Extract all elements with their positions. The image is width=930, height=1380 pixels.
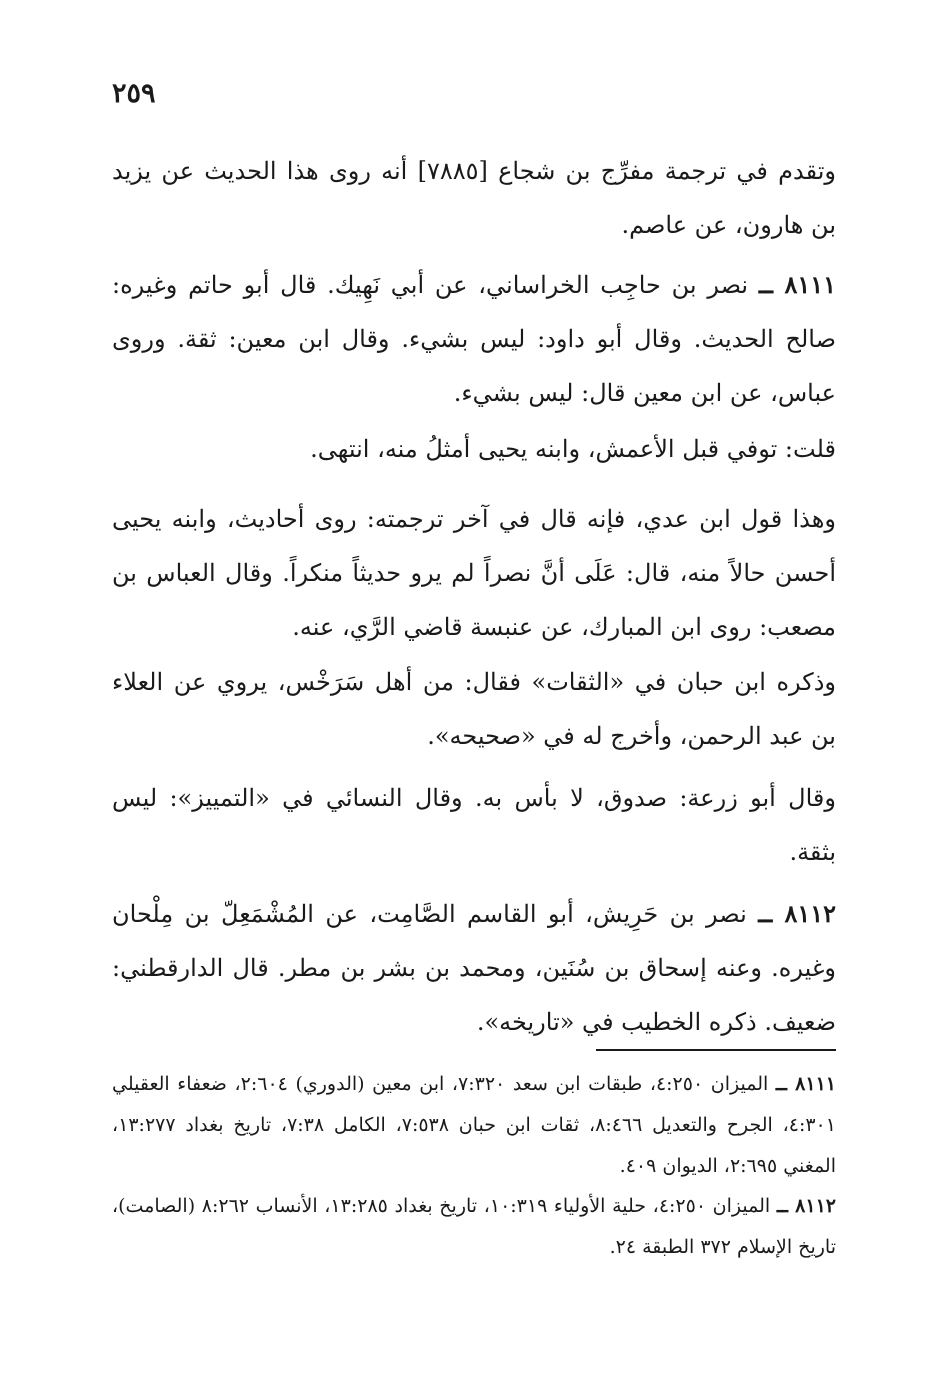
paragraph-text: قلت: توفي قبل الأعمش، وابنه يحيى أمثلُ منه، انتهى. [310,435,836,463]
paragraph-text: نصر بن حاجِب الخراساني، عن أبي نَهِيك. قال أبو حاتم وغيره: صالح الحديث. وقال أبو داود: ليس بشيء. وقال ابن معين: ثقة. وروى عباس، عن ابن معين قال: ليس بشيء. [112,271,836,407]
footnote-text: الميزان ٤:٢٥٠، طبقات ابن سعد ٧:٣٢٠، ابن معين (الدوري) ٢:٦٠٤، ضعفاء العقيلي ٤:٣٠١، الجرح والتعديل ٨:٤٦٦، ثقات ابن حبان ٧:٥٣٨، الكامل ٧:٣٨، تاريخ بغداد ١٣:٢٧٧، المغني ٢:٦٩٥، الديوان ٤٠٩. [112,1073,836,1177]
footnote-8111 [112,1064,836,1187]
page-number: ٢٥٩ [112,78,156,109]
paragraph-ibn-hibban [112,655,836,763]
paragraph-text: وذكره ابن حبان في «الثقات» فقال: من أهل سَرَخْس، يروي عن العلاء بن عبد الرحمن، وأخرج له في «صحيحه». [112,668,836,750]
footnote-number: ٨١١١ ــ [775,1073,836,1095]
entry-8111 [112,258,836,420]
entry-number: ٨١١١ ــ [758,270,836,299]
footnote-text: الميزان ٤:٢٥٠، حلية الأولياء ١٠:٣١٩، تاريخ بغداد ١٣:٢٨٥، الأنساب ٨:٢٦٢ (الصامت)، تاريخ الإسلام ٣٧٢ الطبقة ٢٤. [112,1195,836,1258]
paragraph-text: نصر بن حَرِيش، أبو القاسم الصَّامِت، عن المُشْمَعِلّ بن مِلْحان وغيره. وعنه إسحاق بن سُنَين، ومحمد بن بشر بن مطر. قال الدارقطني: ضعيف. ذكره الخطيب في «تاريخه». [112,900,836,1036]
paragraph-abu-zura [112,771,836,879]
paragraph-ibn-adi [112,492,836,654]
footnote-divider [596,1049,836,1051]
footnote-8112 [112,1186,836,1268]
paragraph-cross-reference [112,144,836,252]
paragraph-qultu [112,422,836,476]
paragraph-text: وهذا قول ابن عدي، فإنه قال في آخر ترجمته: روى أحاديث، وابنه يحيى أحسن حالاً منه، قال: عَلَى أنَّ نصراً لم يرو حديثاً منكراً. وقال العباس بن مصعب: روى ابن المبارك، عن عنبسة قاضي الرَّي، عنه. [112,505,836,641]
footnote-number: ٨١١٢ ــ [776,1195,836,1217]
paragraph-text: وقال أبو زرعة: صدوق، لا بأس به. وقال النسائي في «التمييز»: ليس بثقة. [112,784,836,866]
entry-number: ٨١١٢ ــ [758,899,836,928]
entry-8112 [112,887,836,1049]
paragraph-text: وتقدم في ترجمة مفرِّج بن شجاع [٧٨٨٥] أنه روى هذا الحديث عن يزيد بن هارون، عن عاصم. [112,157,836,239]
